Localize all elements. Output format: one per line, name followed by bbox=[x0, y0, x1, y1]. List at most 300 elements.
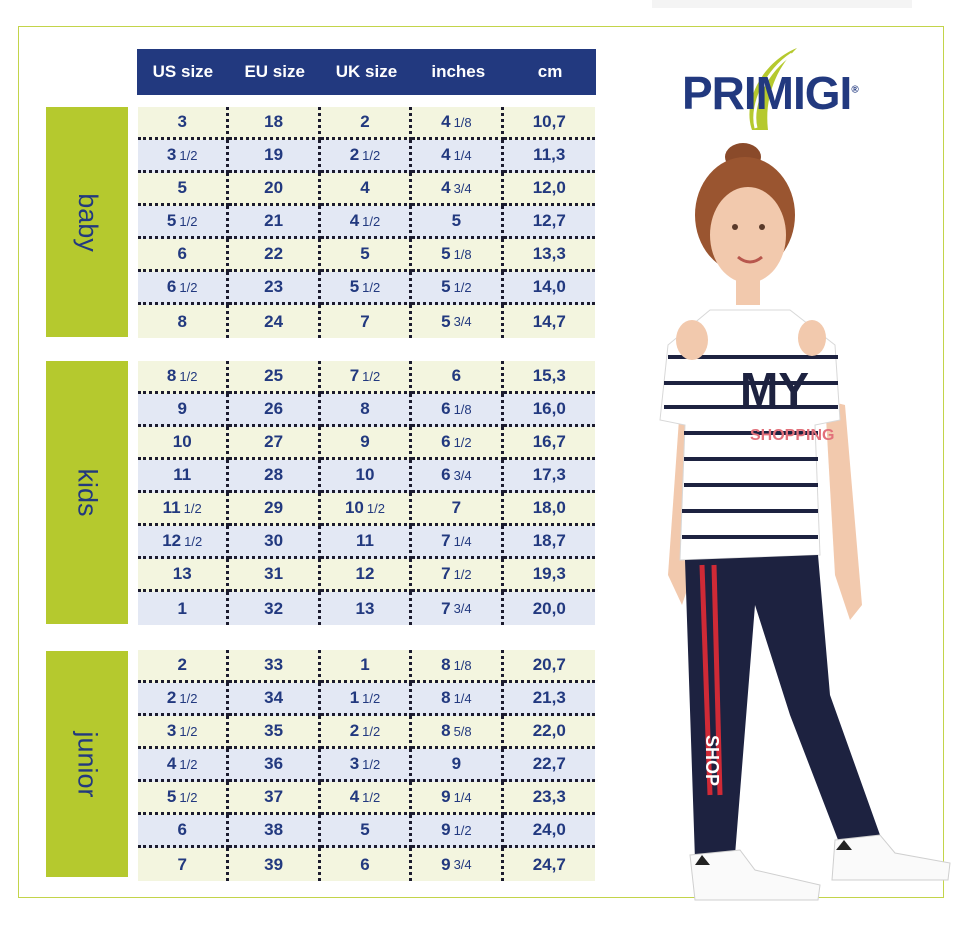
size-fraction: 1/2 bbox=[453, 566, 472, 582]
size-fraction: 1/2 bbox=[179, 147, 198, 163]
size-value: 1 bbox=[360, 655, 370, 674]
size-value: 22 bbox=[264, 244, 284, 263]
size-fraction: 1/2 bbox=[362, 279, 381, 295]
group-label-junior bbox=[46, 651, 128, 877]
size-row bbox=[138, 460, 595, 493]
size-fraction: 5/8 bbox=[453, 723, 472, 739]
size-cell-cm bbox=[504, 206, 595, 239]
size-cell-cm bbox=[504, 394, 595, 427]
size-value: 8 bbox=[360, 399, 370, 418]
size-fraction: 1/2 bbox=[179, 213, 198, 229]
size-fraction: 3/4 bbox=[453, 180, 472, 196]
logo-wordmark bbox=[682, 66, 858, 120]
top-strip bbox=[652, 0, 912, 8]
size-cell-inches bbox=[412, 460, 503, 493]
header-eu-size: EU size bbox=[244, 62, 305, 81]
right-shoe bbox=[832, 835, 950, 880]
size-value: 30 bbox=[264, 531, 284, 550]
size-row bbox=[138, 815, 595, 848]
size-row bbox=[138, 427, 595, 460]
size-cell-inches bbox=[412, 361, 503, 394]
size-fraction: 3/4 bbox=[453, 857, 472, 872]
size-row bbox=[138, 305, 595, 338]
size-cell-inches bbox=[412, 272, 503, 305]
size-cell-inches bbox=[412, 815, 503, 848]
size-value: 11 bbox=[162, 498, 181, 517]
size-value: 8 bbox=[441, 721, 451, 740]
size-cell-cm bbox=[504, 749, 595, 782]
size-value: 36 bbox=[264, 754, 284, 773]
size-value: 8 bbox=[177, 311, 187, 331]
size-cell-uk bbox=[321, 815, 412, 848]
primigi-logo bbox=[682, 42, 882, 132]
size-cell-eu bbox=[229, 173, 320, 206]
size-value: 2 bbox=[349, 145, 360, 164]
size-cell-inches bbox=[412, 749, 503, 782]
size-value: 3 bbox=[166, 145, 177, 164]
size-cell-cm bbox=[504, 173, 595, 206]
size-value: 20 bbox=[264, 178, 284, 197]
header-cm: cm bbox=[537, 62, 563, 81]
size-cell-inches bbox=[412, 592, 503, 625]
size-fraction: 1/4 bbox=[453, 533, 472, 549]
size-value: 16,0 bbox=[532, 399, 566, 418]
size-row bbox=[138, 559, 595, 592]
size-cell-us bbox=[138, 815, 229, 848]
size-fraction: 3/4 bbox=[453, 314, 472, 329]
size-value: 4 bbox=[360, 178, 370, 197]
size-cell-eu bbox=[229, 592, 320, 625]
size-value: 34 bbox=[264, 688, 284, 707]
size-cell-eu bbox=[229, 239, 320, 272]
size-cell-eu bbox=[229, 650, 320, 683]
size-fraction: 1/8 bbox=[453, 657, 472, 673]
size-cell-uk bbox=[321, 848, 412, 881]
size-row bbox=[138, 650, 595, 683]
size-value: 35 bbox=[264, 721, 284, 740]
size-cell-us bbox=[138, 140, 229, 173]
size-fraction: 1/2 bbox=[453, 822, 472, 838]
size-value: 22,7 bbox=[532, 754, 566, 773]
size-value: 13 bbox=[172, 564, 192, 583]
size-value: 15,3 bbox=[532, 366, 566, 385]
size-row bbox=[138, 749, 595, 782]
size-fraction: 1/2 bbox=[362, 789, 381, 805]
size-cell-eu bbox=[229, 716, 320, 749]
size-value: 19,3 bbox=[532, 564, 566, 583]
size-cell-eu bbox=[229, 460, 320, 493]
size-value: 33 bbox=[264, 655, 284, 674]
size-cell-uk bbox=[321, 493, 412, 526]
size-value: 5 bbox=[441, 244, 451, 263]
size-cell-us bbox=[138, 107, 229, 140]
size-value: 2 bbox=[166, 688, 177, 707]
size-value: 4 bbox=[166, 754, 177, 773]
size-value: 3 bbox=[349, 754, 360, 773]
size-value: 11,3 bbox=[533, 145, 566, 164]
size-value: 27 bbox=[264, 432, 284, 451]
size-value: 21 bbox=[264, 211, 284, 230]
size-cell-us bbox=[138, 683, 229, 716]
size-cell-uk bbox=[321, 107, 412, 140]
size-value: 7 bbox=[349, 366, 360, 385]
size-value: 23,3 bbox=[532, 787, 566, 806]
size-cell-cm bbox=[504, 683, 595, 716]
size-fraction: 1/2 bbox=[362, 723, 381, 739]
size-value: 6 bbox=[177, 820, 187, 839]
size-cell-eu bbox=[229, 394, 320, 427]
size-value: 5 bbox=[166, 211, 177, 230]
size-value: 18 bbox=[264, 112, 284, 131]
size-value: 5 bbox=[441, 277, 451, 296]
size-cell-cm bbox=[504, 815, 595, 848]
size-fraction: 1/2 bbox=[362, 756, 381, 772]
group-label-kids bbox=[46, 361, 128, 624]
size-value: 9 bbox=[441, 854, 451, 874]
size-value: 11 bbox=[173, 465, 192, 484]
size-value: 9 bbox=[451, 754, 462, 773]
size-cell-inches bbox=[412, 394, 503, 427]
size-value: 12 bbox=[355, 564, 375, 583]
size-table-baby bbox=[138, 107, 595, 338]
size-value: 37 bbox=[264, 787, 284, 806]
size-value: 2 bbox=[177, 655, 187, 674]
size-cell-inches bbox=[412, 526, 503, 559]
size-value: 29 bbox=[264, 498, 284, 517]
size-row bbox=[138, 493, 595, 526]
size-cell-us bbox=[138, 272, 229, 305]
size-table-junior bbox=[138, 650, 595, 881]
size-cell-us bbox=[138, 427, 229, 460]
size-cell-eu bbox=[229, 305, 320, 338]
size-cell-cm bbox=[504, 526, 595, 559]
size-cell-us bbox=[138, 239, 229, 272]
size-cell-inches bbox=[412, 305, 503, 338]
size-cell-cm bbox=[504, 427, 595, 460]
size-value: 31 bbox=[264, 564, 284, 583]
size-cell-uk bbox=[321, 650, 412, 683]
size-row bbox=[138, 683, 595, 716]
size-value: 8 bbox=[441, 688, 451, 707]
size-value: 23 bbox=[264, 277, 284, 296]
size-cell-inches bbox=[412, 107, 503, 140]
size-fraction: 1/2 bbox=[179, 756, 198, 772]
header-inches: inches bbox=[431, 62, 486, 81]
size-value: 7 bbox=[451, 498, 462, 517]
logo-name: PRIMIGI bbox=[682, 67, 852, 119]
size-cell-cm bbox=[504, 239, 595, 272]
size-cell-cm bbox=[504, 848, 595, 881]
size-cell-inches bbox=[412, 716, 503, 749]
size-cell-uk bbox=[321, 427, 412, 460]
size-value: 3 bbox=[177, 112, 187, 131]
face bbox=[710, 187, 786, 283]
size-cell-us bbox=[138, 716, 229, 749]
size-fraction: 1/2 bbox=[179, 690, 198, 706]
size-value: 4 bbox=[441, 178, 451, 197]
size-cell-us bbox=[138, 305, 229, 338]
size-cell-eu bbox=[229, 206, 320, 239]
size-value: 6 bbox=[166, 277, 177, 296]
size-value: 19 bbox=[264, 145, 284, 164]
size-cell-inches bbox=[412, 650, 503, 683]
size-value: 39 bbox=[264, 854, 284, 874]
size-cell-us bbox=[138, 394, 229, 427]
size-value: 9 bbox=[177, 399, 187, 418]
size-cell-eu bbox=[229, 559, 320, 592]
size-fraction: 3/4 bbox=[453, 601, 472, 616]
size-value: 6 bbox=[451, 366, 462, 385]
shirt-subtext: SHOPPING bbox=[750, 427, 835, 444]
size-cell-eu bbox=[229, 427, 320, 460]
size-cell-uk bbox=[321, 559, 412, 592]
size-value: 3 bbox=[166, 721, 177, 740]
size-cell-cm bbox=[504, 460, 595, 493]
size-value: 5 bbox=[349, 277, 360, 296]
size-value: 18,7 bbox=[532, 531, 566, 550]
size-value: 5 bbox=[360, 820, 370, 839]
size-cell-inches bbox=[412, 559, 503, 592]
size-value: 5 bbox=[177, 178, 187, 197]
size-cell-cm bbox=[504, 361, 595, 394]
size-value: 24,0 bbox=[532, 820, 566, 839]
size-cell-us bbox=[138, 650, 229, 683]
size-cell-us bbox=[138, 559, 229, 592]
size-value: 12 bbox=[162, 531, 182, 550]
size-cell-cm bbox=[504, 782, 595, 815]
size-fraction: 1/2 bbox=[184, 533, 203, 549]
size-value: 38 bbox=[264, 820, 284, 839]
size-value: 32 bbox=[264, 598, 284, 618]
size-row bbox=[138, 361, 595, 394]
group-label-baby bbox=[46, 107, 128, 337]
size-cell-us bbox=[138, 460, 229, 493]
size-cell-uk bbox=[321, 305, 412, 338]
size-value: 26 bbox=[264, 399, 284, 418]
size-value: 12,0 bbox=[532, 178, 566, 197]
size-cell-uk bbox=[321, 140, 412, 173]
size-row bbox=[138, 716, 595, 749]
size-cell-us bbox=[138, 592, 229, 625]
size-row bbox=[138, 394, 595, 427]
size-fraction: 1/2 bbox=[362, 147, 381, 163]
size-value: 9 bbox=[441, 787, 451, 806]
size-cell-eu bbox=[229, 782, 320, 815]
size-value: 18,0 bbox=[532, 498, 566, 517]
size-row bbox=[138, 272, 595, 305]
size-cell-inches bbox=[412, 239, 503, 272]
size-cell-eu bbox=[229, 815, 320, 848]
size-cell-inches bbox=[412, 206, 503, 239]
size-cell-inches bbox=[412, 173, 503, 206]
size-fraction: 1/2 bbox=[179, 368, 198, 384]
header-uk-size: UK size bbox=[335, 62, 398, 81]
size-cell-cm bbox=[504, 272, 595, 305]
size-cell-cm bbox=[504, 493, 595, 526]
size-value: 25 bbox=[264, 366, 284, 385]
size-cell-uk bbox=[321, 592, 412, 625]
size-cell-inches bbox=[412, 140, 503, 173]
size-value: 11 bbox=[355, 531, 374, 550]
size-cell-us bbox=[138, 749, 229, 782]
size-fraction: 1/2 bbox=[453, 434, 472, 450]
size-cell-cm bbox=[504, 140, 595, 173]
size-value: 5 bbox=[166, 787, 177, 806]
size-cell-cm bbox=[504, 107, 595, 140]
size-value: 4 bbox=[349, 211, 360, 230]
size-value: 22,0 bbox=[532, 721, 566, 740]
size-value: 14,0 bbox=[532, 277, 566, 296]
size-value: 2 bbox=[360, 112, 370, 131]
size-value: 10 bbox=[355, 465, 375, 484]
size-value: 28 bbox=[264, 465, 284, 484]
size-value: 5 bbox=[360, 244, 370, 263]
size-value: 14,7 bbox=[532, 311, 566, 331]
size-cell-eu bbox=[229, 493, 320, 526]
size-cell-us bbox=[138, 206, 229, 239]
size-value: 16,7 bbox=[532, 432, 566, 451]
size-cell-eu bbox=[229, 361, 320, 394]
size-cell-uk bbox=[321, 272, 412, 305]
size-value: 4 bbox=[441, 145, 451, 164]
leggings-text: SHOP bbox=[702, 735, 722, 787]
size-row bbox=[138, 526, 595, 559]
header-us-size: US size bbox=[152, 62, 214, 81]
size-cell-cm bbox=[504, 650, 595, 683]
size-value: 2 bbox=[349, 721, 360, 740]
size-value: 5 bbox=[441, 311, 451, 331]
logo-registered: ® bbox=[851, 84, 858, 96]
group-label-text: baby bbox=[72, 192, 103, 252]
size-cell-eu bbox=[229, 848, 320, 881]
size-value: 10 bbox=[172, 432, 192, 451]
group-label-text: kids bbox=[72, 468, 103, 517]
size-row bbox=[138, 107, 595, 140]
size-value: 5 bbox=[451, 211, 462, 230]
size-cell-uk bbox=[321, 526, 412, 559]
size-value: 8 bbox=[441, 655, 451, 674]
size-cell-us bbox=[138, 361, 229, 394]
size-fraction: 3/4 bbox=[453, 467, 472, 483]
size-cell-inches bbox=[412, 493, 503, 526]
size-fraction: 1/4 bbox=[453, 789, 472, 805]
size-cell-uk bbox=[321, 782, 412, 815]
size-cell-us bbox=[138, 848, 229, 881]
size-row bbox=[138, 848, 595, 881]
size-cell-cm bbox=[504, 716, 595, 749]
size-cell-cm bbox=[504, 592, 595, 625]
size-value: 4 bbox=[441, 112, 451, 131]
size-fraction: 1/4 bbox=[453, 690, 472, 706]
size-fraction: 1/2 bbox=[366, 500, 385, 516]
size-value: 7 bbox=[441, 598, 451, 618]
size-value: 8 bbox=[166, 366, 177, 385]
size-fraction: 1/2 bbox=[362, 368, 381, 384]
size-cell-uk bbox=[321, 460, 412, 493]
size-fraction: 1/8 bbox=[453, 401, 472, 417]
size-cell-inches bbox=[412, 782, 503, 815]
size-fraction: 1/2 bbox=[179, 723, 198, 739]
size-value: 4 bbox=[349, 787, 360, 806]
size-table-kids bbox=[138, 361, 595, 625]
size-value: 24 bbox=[264, 311, 284, 331]
size-fraction: 1/4 bbox=[453, 147, 472, 163]
size-cell-uk bbox=[321, 239, 412, 272]
size-cell-cm bbox=[504, 305, 595, 338]
size-cell-eu bbox=[229, 749, 320, 782]
size-row bbox=[138, 206, 595, 239]
size-row bbox=[138, 782, 595, 815]
size-fraction: 1/2 bbox=[362, 213, 381, 229]
size-cell-uk bbox=[321, 749, 412, 782]
striped-shirt bbox=[660, 310, 840, 560]
size-cell-eu bbox=[229, 683, 320, 716]
size-value: 9 bbox=[360, 432, 370, 451]
size-row bbox=[138, 592, 595, 625]
size-cell-uk bbox=[321, 716, 412, 749]
size-cell-inches bbox=[412, 427, 503, 460]
size-row bbox=[138, 173, 595, 206]
size-value: 10 bbox=[344, 498, 364, 517]
size-value: 20,7 bbox=[532, 655, 566, 674]
size-value: 7 bbox=[441, 531, 451, 550]
size-cell-us bbox=[138, 782, 229, 815]
size-row bbox=[138, 140, 595, 173]
size-cell-eu bbox=[229, 107, 320, 140]
size-value: 6 bbox=[360, 854, 370, 874]
size-cell-eu bbox=[229, 526, 320, 559]
size-fraction: 1/2 bbox=[179, 789, 198, 805]
size-cell-uk bbox=[321, 394, 412, 427]
size-chart-header bbox=[137, 49, 596, 95]
group-label-text: junior bbox=[72, 730, 103, 798]
size-value: 1 bbox=[177, 598, 187, 618]
size-value: 12,7 bbox=[532, 211, 566, 230]
size-fraction: 1/8 bbox=[453, 246, 472, 262]
shirt-text: MY bbox=[740, 363, 809, 415]
size-fraction: 1/2 bbox=[453, 279, 472, 295]
size-value: 21,3 bbox=[532, 688, 566, 707]
size-cell-us bbox=[138, 173, 229, 206]
size-cell-inches bbox=[412, 683, 503, 716]
size-value: 1 bbox=[349, 688, 360, 707]
size-cell-uk bbox=[321, 683, 412, 716]
size-value: 7 bbox=[360, 311, 370, 331]
size-value: 17,3 bbox=[532, 465, 566, 484]
size-value: 13 bbox=[355, 598, 375, 618]
size-fraction: 1/2 bbox=[183, 500, 202, 516]
size-cell-uk bbox=[321, 206, 412, 239]
size-fraction: 1/8 bbox=[453, 114, 472, 130]
size-cell-inches bbox=[412, 848, 503, 881]
size-value: 7 bbox=[177, 854, 187, 874]
size-value: 9 bbox=[441, 820, 451, 839]
model-photo bbox=[640, 135, 960, 910]
left-shoe bbox=[690, 850, 820, 900]
size-fraction: 1/2 bbox=[179, 279, 198, 295]
size-cell-eu bbox=[229, 272, 320, 305]
size-value: 13,3 bbox=[532, 244, 566, 263]
size-value: 6 bbox=[441, 399, 451, 418]
size-value: 7 bbox=[441, 564, 451, 583]
size-value: 6 bbox=[441, 465, 451, 484]
size-cell-us bbox=[138, 526, 229, 559]
size-value: 6 bbox=[441, 432, 451, 451]
size-row bbox=[138, 239, 595, 272]
size-value: 24,7 bbox=[532, 854, 566, 874]
size-fraction: 1/2 bbox=[362, 690, 381, 706]
size-cell-uk bbox=[321, 173, 412, 206]
